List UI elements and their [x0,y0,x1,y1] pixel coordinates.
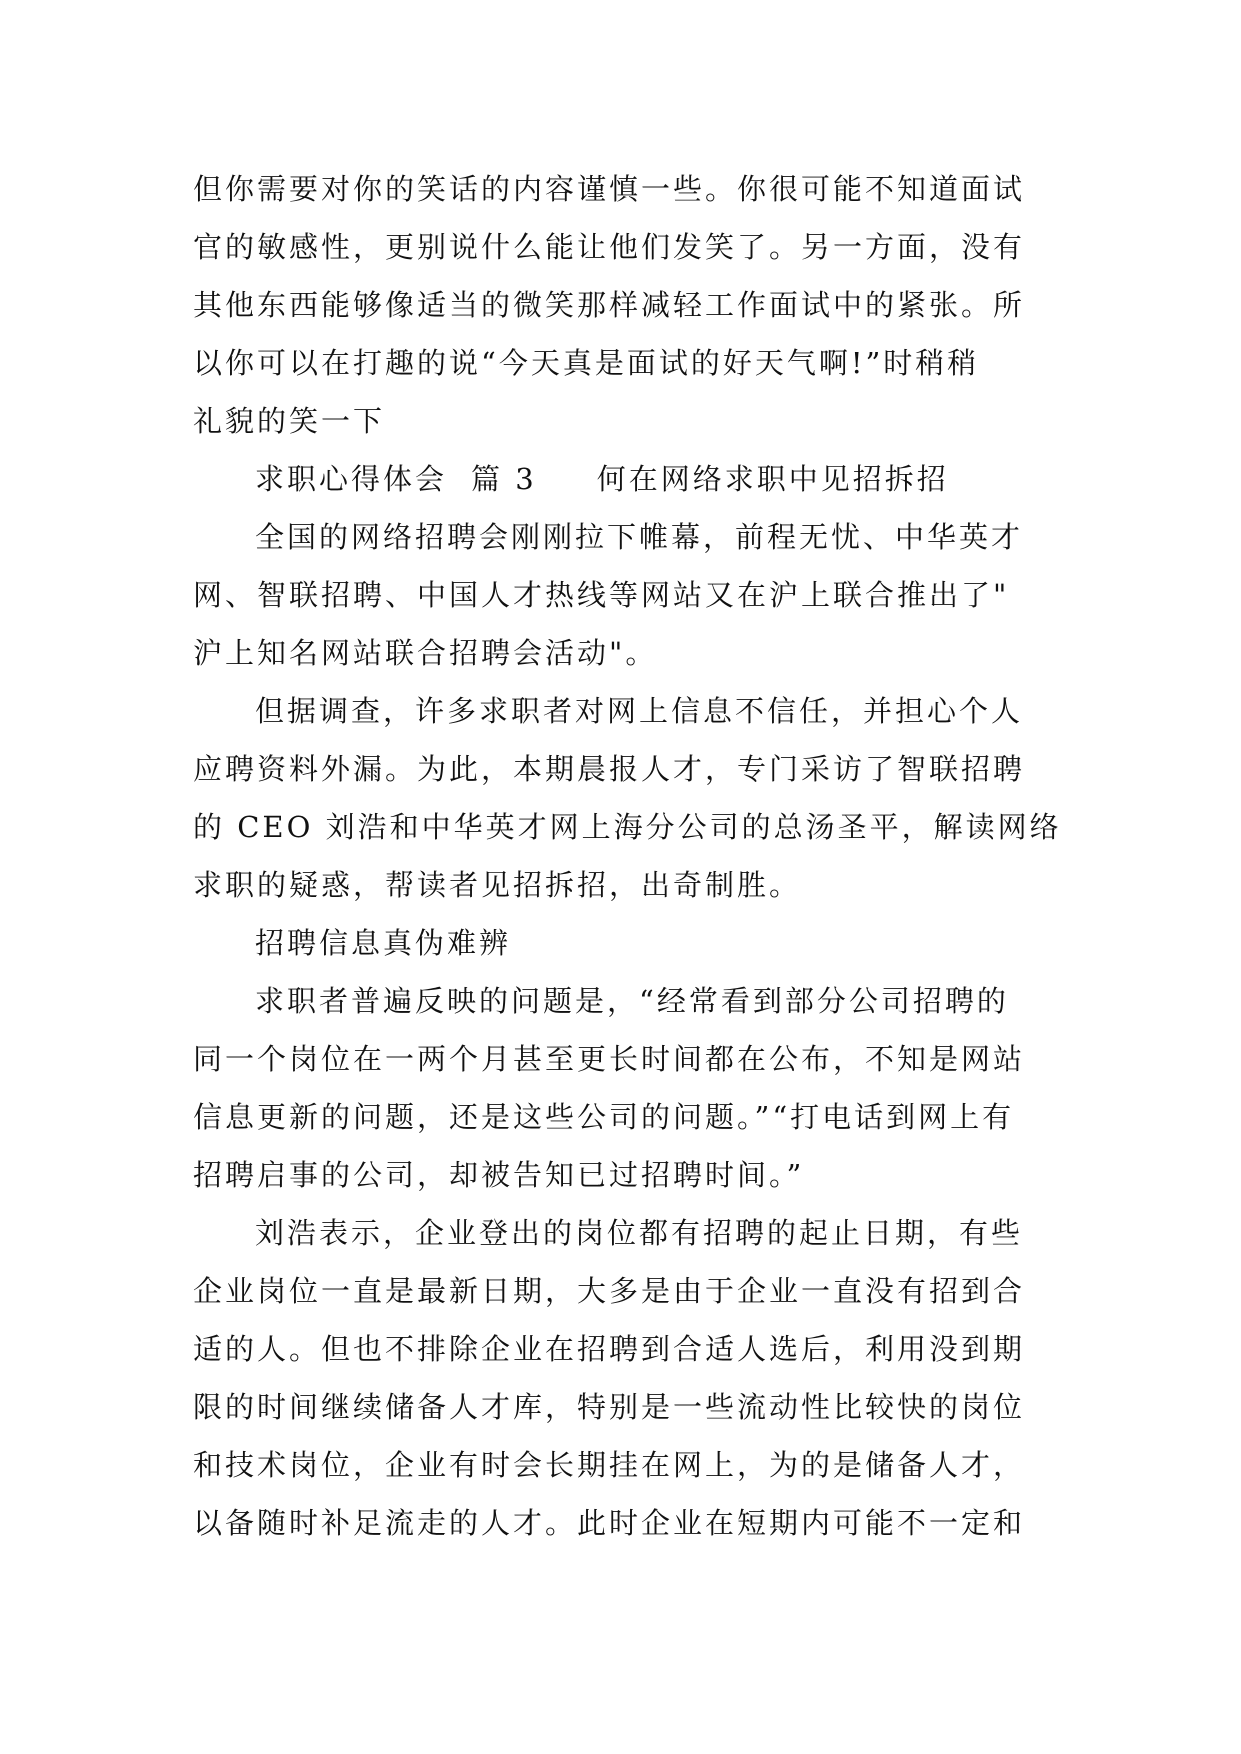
paragraph-line: 其他东西能够像适当的微笑那样减轻工作面试中的紧张。所 [193,288,1026,322]
paragraph-line: 以备随时补足流走的人才。此时企业在短期内可能不一定和 [193,1506,1026,1540]
paragraph-line: 求职者普遍反映的问题是，“经常看到部分公司招聘的 [255,984,1009,1018]
paragraph-line: 的 CEO 刘浩和中华英才网上海分公司的总汤圣平，解读网络 [193,810,1062,844]
subheading: 招聘信息真伪难辨 [255,926,512,960]
paragraph-line: 限的时间继续储备人才库，特别是一些流动性比较快的岗位 [193,1390,1026,1424]
paragraph-line: 同一个岗位在一两个月甚至更长时间都在公布，不知是网站 [193,1042,1026,1076]
paragraph-line: 但你需要对你的笑话的内容谨慎一些。你很可能不知道面试 [193,172,1026,206]
paragraph-line: 网、智联招聘、中国人才热线等网站又在沪上联合推出了" [193,578,1010,612]
heading-title: 求职心得体会 [255,462,448,496]
paragraph-line: 礼貌的笑一下 [193,404,386,438]
paragraph-line: 求职的疑惑，帮读者见招拆招，出奇制胜。 [193,868,802,902]
paragraph-line: 刘浩表示，企业登出的岗位都有招聘的起止日期，有些 [255,1216,1024,1250]
paragraph-line: 企业岗位一直是最新日期，大多是由于企业一直没有招到合 [193,1274,1026,1308]
document-body [193,160,1063,1552]
paragraph-line: 以你可以在打趣的说“今天真是面试的好天气啊!”时稍稍 [193,346,980,380]
paragraph-line: 沪上知名网站联合招聘会活动"。 [193,636,658,670]
paragraph-line: 应聘资料外漏。为此，本期晨报人才，专门采访了智联招聘 [193,752,1026,786]
paragraph-line: 信息更新的问题，还是这些公司的问题。”“打电话到网上有 [193,1100,1015,1134]
heading-part: 篇 3 [471,462,537,496]
paragraph-line: 和技术岗位，企业有时会长期挂在网上，为的是储备人才， [193,1448,1026,1482]
paragraph-line: 官的敏感性，更别说什么能让他们发笑了。另一方面，没有 [193,230,1026,264]
paragraph-line: 招聘启事的公司，却被告知已过招聘时间。” [193,1158,805,1192]
paragraph-line: 适的人。但也不排除企业在招聘到合适人选后，利用没到期 [193,1332,1026,1366]
paragraph-line: 全国的网络招聘会刚刚拉下帷幕，前程无忧、中华英才 [255,520,1024,554]
section-heading [193,450,1063,508]
paragraph-line: 但据调查，许多求职者对网上信息不信任，并担心个人 [255,694,1024,728]
heading-subtitle: 何在网络求职中见招拆招 [596,462,949,496]
